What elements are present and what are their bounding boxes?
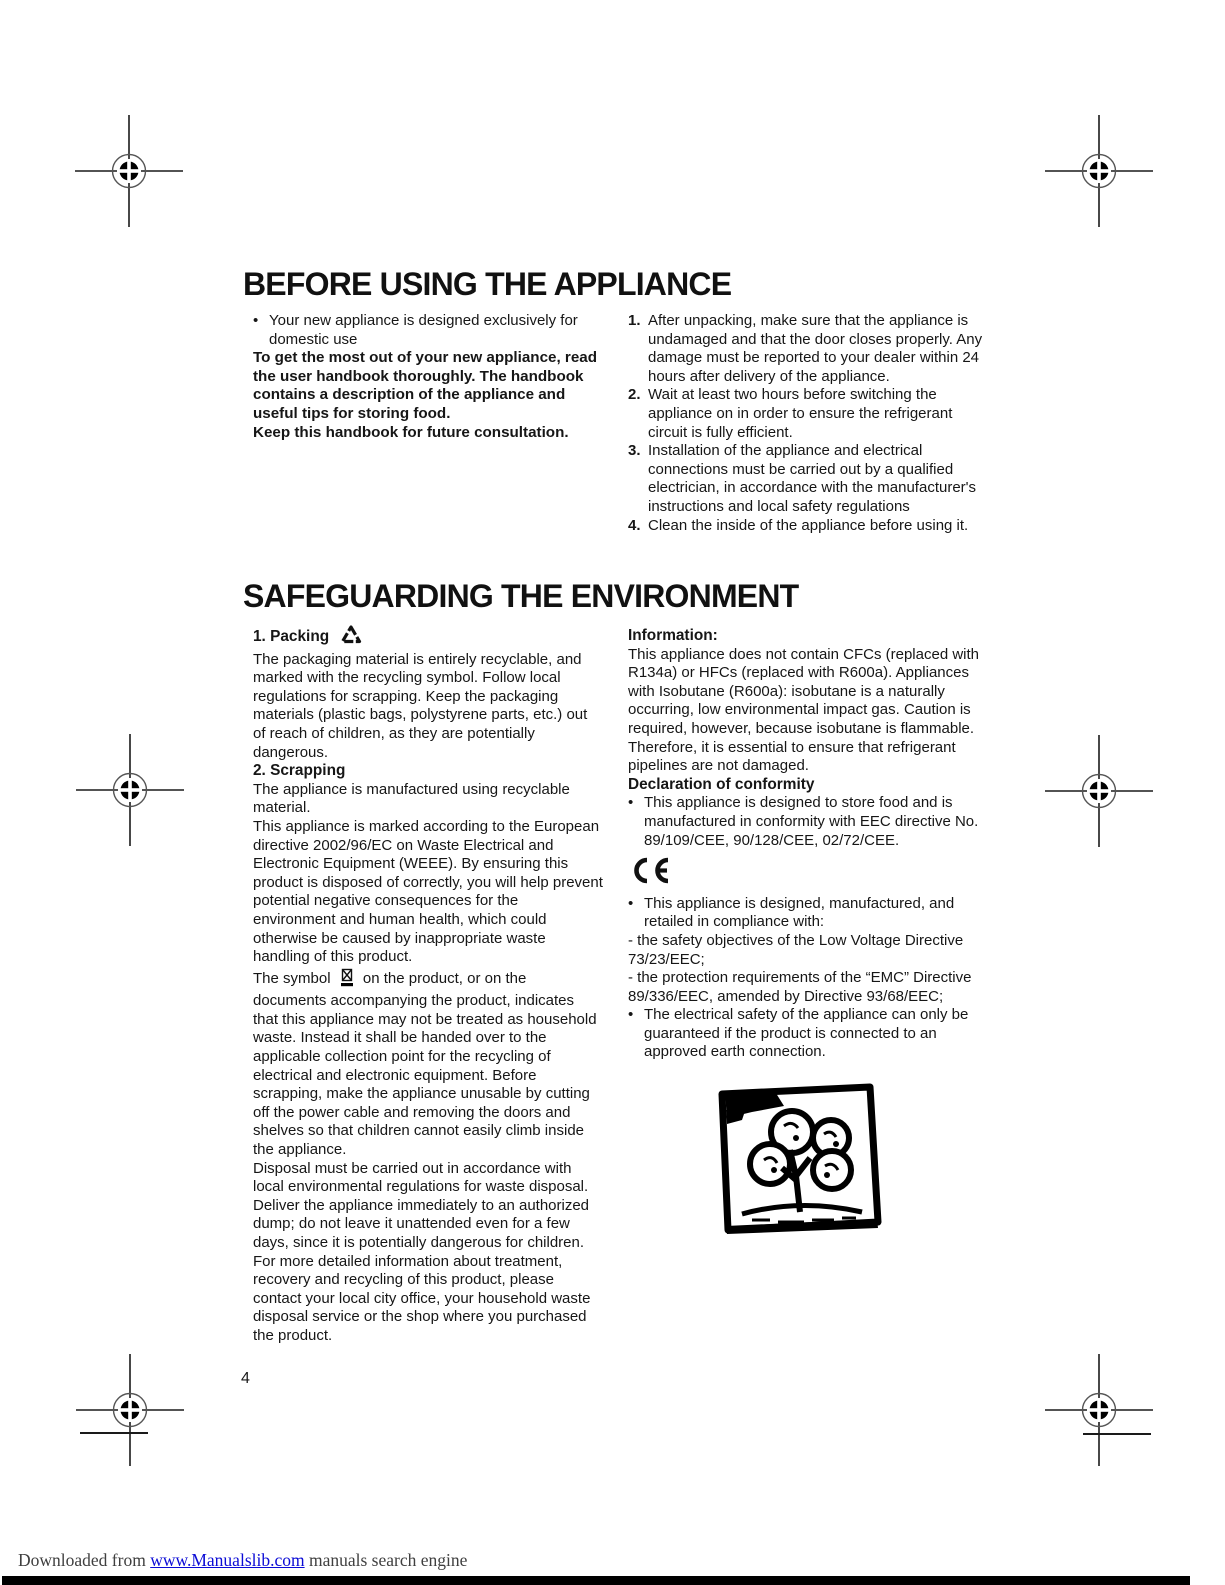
registration-mark-icon bbox=[70, 730, 190, 850]
information-subheading: Information: bbox=[628, 627, 718, 644]
step-text: Wait at least two hours before switching the appliance on in order to ensure the refrigerant circuit is fully efficient. bbox=[648, 386, 953, 441]
registration-mark-icon bbox=[70, 1350, 190, 1470]
scrapping-subheading: 2. Scrapping bbox=[253, 762, 346, 780]
step-number: 3. bbox=[628, 442, 641, 460]
weee-text-after: on the product, or on the documents accompanying the product, indicates that this appliance may not be treated as household waste. Instead it shall be handed over to the applicable collection point for the recycling of electrical and electronic equipment. Before scrapping, make the appliance unusable by cutting off the power cable and removing the doors and shelves so that children cannot easily climb inside the appliance. bbox=[253, 969, 597, 1159]
step-text: Clean the inside of the appliance before using it. bbox=[648, 516, 969, 534]
scrapping-text-2: This appliance is marked according to the European directive 2002/96/EC on Waste Electrical and Electronic Equipment (WEEE). By ensuring this product is disposed of correctly, you will help prevent potential negative consequences for the environment and human health, which could otherwise be caused by inappropriate waste handling of this product. bbox=[253, 817, 603, 966]
footer-prefix: Downloaded from bbox=[18, 1550, 151, 1570]
before-section-steps-column bbox=[628, 312, 990, 535]
bullet-icon: • bbox=[253, 312, 259, 329]
step-text: After unpacking, make sure that the appliance is undamaged and that the door closes properly. Any damage must be reported to your dealer within 24 hours after delivery of the appliance. bbox=[648, 312, 983, 385]
recycling-triangle-icon bbox=[339, 624, 363, 651]
registration-underline bbox=[1083, 1433, 1151, 1435]
section-heading-before-using: BEFORE USING THE APPLIANCE bbox=[243, 266, 732, 302]
step-item bbox=[628, 442, 990, 516]
crossed-out-waste-bin-icon bbox=[339, 967, 355, 993]
step-item bbox=[628, 386, 990, 442]
tree-illustration bbox=[712, 1080, 992, 1246]
registration-mark-icon bbox=[1039, 111, 1159, 231]
bullet-text: Your new appliance is designed exclusively for domestic use bbox=[269, 312, 578, 348]
footer bbox=[18, 1550, 467, 1571]
step-item bbox=[628, 517, 990, 536]
step-number: 1. bbox=[628, 312, 641, 329]
packing-subheading-text: 1. Packing bbox=[253, 628, 330, 645]
scrapping-text-1: The appliance is manufactured using recyclable material. bbox=[253, 780, 570, 817]
bullet-icon: • bbox=[628, 1006, 634, 1024]
section-heading-safeguarding-environment: SAFEGUARDING THE ENVIRONMENT bbox=[243, 578, 799, 614]
conformity-bullet-3-text: The electrical safety of the appliance can only be guaranteed if the product is connected to an approved earth connection. bbox=[644, 1006, 969, 1061]
conformity-bullet-1-text: This appliance is designed to store food and is manufactured in conformity with EEC directive No. 89/109/CEE, 90/128/CEE, 02/72/CEE. bbox=[644, 794, 979, 849]
conformity-bullet-2 bbox=[628, 895, 992, 932]
compliance-line-2: - the protection requirements of the “EMC” Directive 89/336/EEC, amended by Directive 93/68/EEC; bbox=[628, 969, 972, 1005]
before-section-left-column bbox=[253, 312, 603, 442]
bullet-icon: • bbox=[628, 894, 634, 912]
page-number: 4 bbox=[241, 1370, 250, 1387]
packing-text: The packaging material is entirely recyclable, and marked with the recycling symbol. Follow local regulations for scrapping. Keep the packaging materials (plastic bags, polystyrene parts, etc.) out of reach of children, as they are potentially dangerous. bbox=[253, 650, 588, 761]
information-text: This appliance does not contain CFCs (replaced with R134a) or HFCs (replaced with R600a). Appliances with Isobutane (R600a): isobutane is a naturally occurring, low environmental impact gas. Caution is required, however, because isobutane is flammable. Therefore, it is essential to ensure that refrigerant pipelines are not damaged. bbox=[628, 645, 980, 775]
registration-mark-icon bbox=[1039, 731, 1159, 851]
keep-handbook-paragraph: Keep this handbook for future consultation. bbox=[253, 423, 569, 441]
footer-suffix: manuals search engine bbox=[304, 1550, 468, 1570]
manualslib-link[interactable]: www.Manualslib.com bbox=[150, 1550, 305, 1570]
registration-underline bbox=[80, 1432, 148, 1434]
conformity-bullet-1 bbox=[628, 794, 992, 850]
compliance-line-1: - the safety objectives of the Low Voltage Directive 73/23/EEC; bbox=[628, 931, 964, 968]
handbook-advice-paragraph: To get the most out of your new appliance, read the user handbook thoroughly. The handbook contains a description of the appliance and useful tips for storing food. bbox=[253, 349, 598, 422]
step-text: Installation of the appliance and electrical connections must be carried out by a qualified electrician, in accordance with the manufacturer's instructions and local safety regulations bbox=[648, 442, 977, 515]
weee-symbol-paragraph bbox=[253, 967, 603, 1160]
environment-right-column bbox=[628, 627, 992, 1246]
weee-text-before: The symbol bbox=[253, 969, 331, 987]
step-number: 2. bbox=[628, 386, 641, 404]
environment-left-column bbox=[253, 624, 603, 1346]
bottom-bar bbox=[2, 1576, 1190, 1585]
step-number: 4. bbox=[628, 516, 641, 534]
ce-mark-icon bbox=[630, 857, 992, 890]
disposal-text: Disposal must be carried out in accordance with local environmental regulations for waste disposal. Deliver the appliance immediately to an authorized dump; do not leave it unattended even for a few days, since it is potentially dangerous for children. For more detailed information about treatment, recovery and recycling of this product, please contact your local city office, your household waste disposal service or the shop where you purchased the product. bbox=[253, 1159, 591, 1344]
conformity-bullet-3 bbox=[628, 1006, 992, 1062]
conformity-subheading: Declaration of conformity bbox=[628, 775, 815, 793]
registration-mark-icon bbox=[69, 111, 189, 231]
bullet-icon: • bbox=[628, 794, 634, 812]
step-item bbox=[628, 312, 990, 386]
packing-subheading bbox=[253, 624, 603, 651]
conformity-bullet-2-text: This appliance is designed, manufactured, and retailed in compliance with: bbox=[644, 894, 955, 931]
registration-mark-icon bbox=[1039, 1350, 1159, 1470]
bullet-item bbox=[253, 312, 603, 349]
